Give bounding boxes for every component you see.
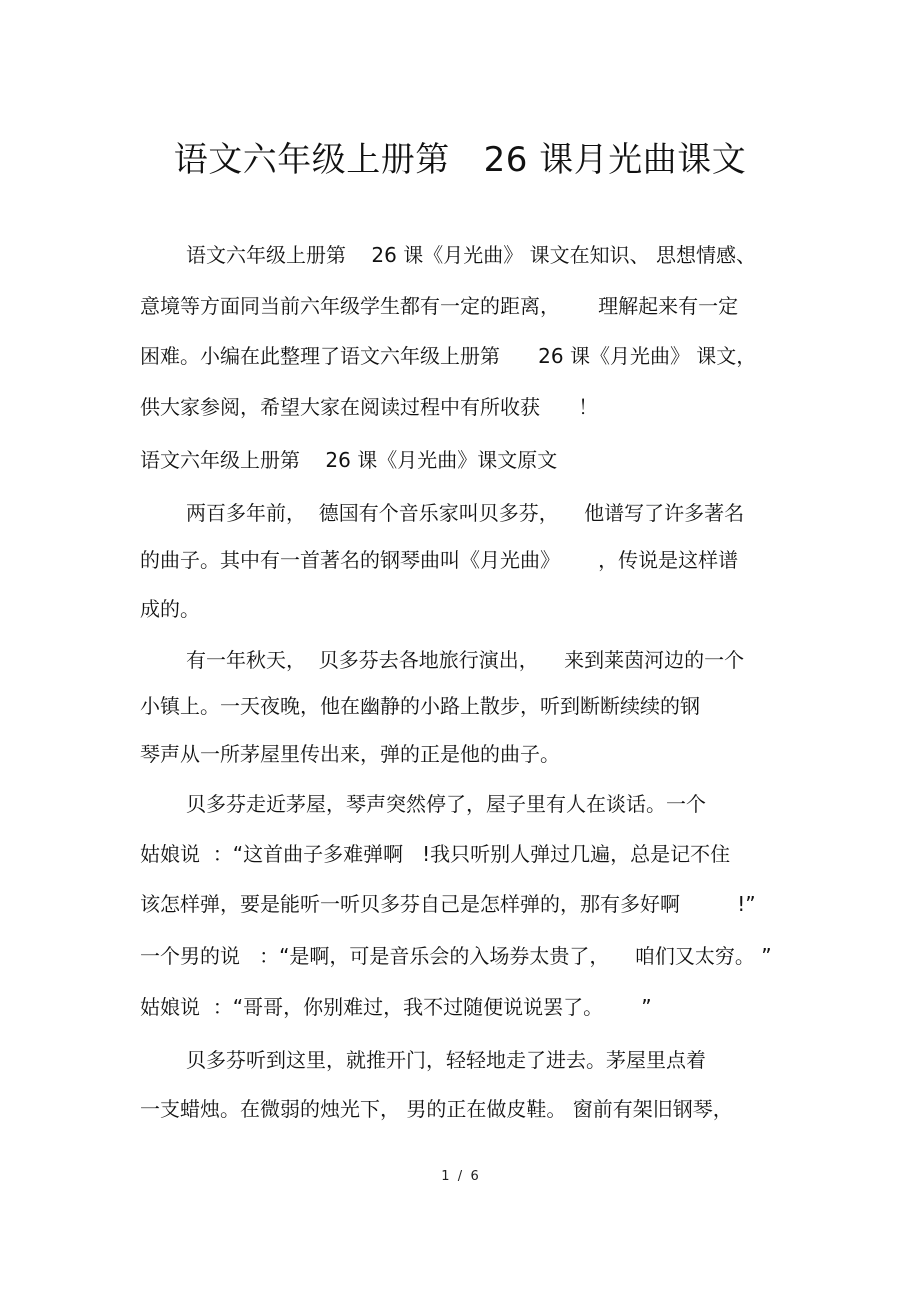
- text-line: 该怎样弹，要是能听一听贝多芬自己是怎样弹的，那有多好啊 !”: [140, 892, 756, 916]
- text-line: 贝多芬走近茅屋，琴声突然停了，屋子里有人在谈话。一个: [186, 792, 706, 816]
- text-line: 一支蜡烛。在微弱的烛光下， 男的正在做皮鞋。 窗前有架旧钢琴，: [140, 1097, 733, 1121]
- text-line: 琴声从一所茅屋里传出来，弹的正是他的曲子。: [140, 742, 560, 766]
- text-line: 贝多芬听到这里，就推开门，轻轻地走了进去。茅屋里点着: [186, 1048, 706, 1072]
- document-title: 语文六年级上册第 26 课月光曲课文: [173, 140, 747, 180]
- page-indicator: 1 / 6: [441, 1169, 479, 1184]
- text-line: 困难。小编在此整理了语文六年级上册第 26 课《月光曲》 课文，: [140, 344, 757, 368]
- text-line: 成的。: [140, 597, 200, 621]
- text-line: 姑娘说 ：“哥哥，你别难过，我不过随便说说罢了。 ”: [140, 995, 652, 1019]
- text-line: 意境等方面同当前六年级学生都有一定的距离， 理解起来有一定: [140, 294, 739, 318]
- text-line: 一个男的说 ：“是啊，可是音乐会的入场券太贵了， 咱们又太穷。 ”: [140, 944, 772, 968]
- text-line: 小镇上。一天夜晚，他在幽静的小路上散步，听到断断续续的钢: [140, 694, 700, 718]
- text-line: 供大家参阅，希望大家在阅读过程中有所收获 ！: [140, 395, 599, 419]
- text-line: 语文六年级上册第 26 课《月光曲》 课文在知识、 思想情感、: [186, 243, 756, 267]
- section-heading: 语文六年级上册第 26 课《月光曲》课文原文: [140, 448, 558, 472]
- text-line: 两百多年前， 德国有个音乐家叫贝多芬， 他谱写了许多著名: [186, 501, 745, 525]
- text-line: 的曲子。其中有一首著名的钢琴曲叫《月光曲》 ，传说是这样谱: [140, 548, 739, 572]
- text-line: 有一年秋天， 贝多芬去各地旅行演出， 来到莱茵河边的一个: [186, 648, 745, 672]
- text-line: 姑娘说 ：“这首曲子多难弹啊 !我只听别人弹过几遍，总是记不住: [140, 842, 731, 866]
